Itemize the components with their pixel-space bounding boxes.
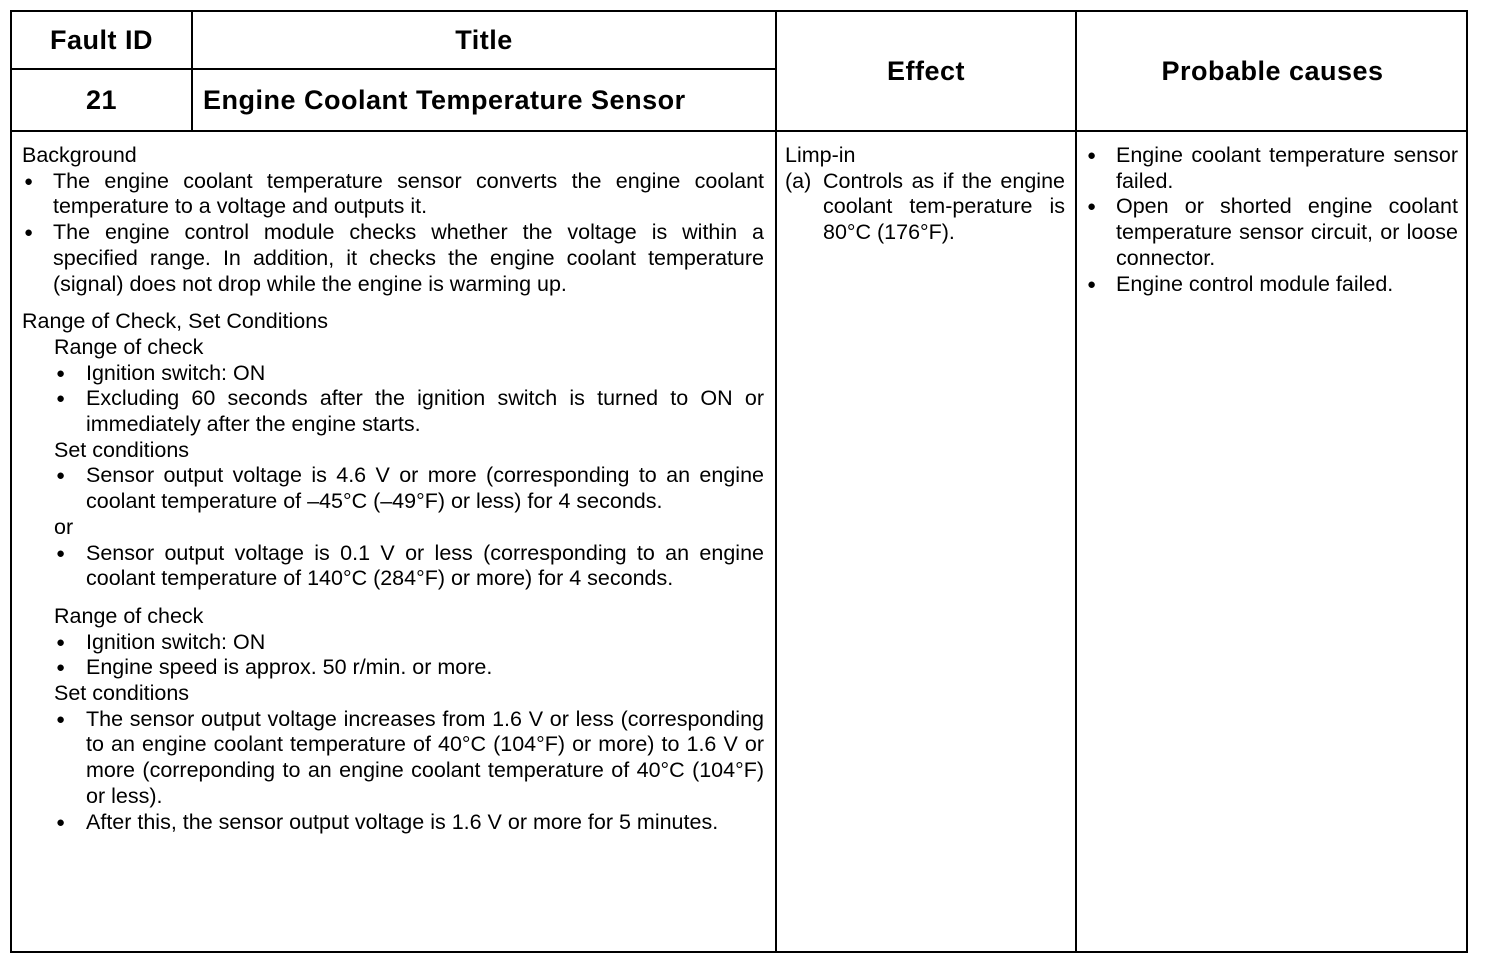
background-list [22, 169, 764, 298]
title-header: Title [455, 24, 513, 55]
range-item: ● Excluding 60 seconds after the ignition switch is turned to ON or immediately after the engine starts. [54, 386, 764, 437]
probable-causes-header: Probable causes [1161, 55, 1384, 86]
set-condition-item: ● Sensor output voltage is 4.6 V or more (corresponding to an engine coolant temperature of –45°C (–49°F) or less) for 4 seconds. [54, 463, 764, 514]
or-label: or [54, 514, 74, 539]
causes-cell [1085, 143, 1458, 297]
set-conditions-list [54, 707, 764, 836]
range-of-check-heading: Range of check [54, 334, 204, 359]
set-condition-item: ● After this, the sensor output voltage is 1.6 V or more for 5 minutes. [54, 810, 764, 836]
effect-item-text: Controls as if the engine coolant tem-perature is 80°C (176°F). [823, 168, 1065, 245]
range-list [54, 630, 764, 681]
range-of-check-heading: Range of check [54, 603, 204, 628]
effect-item [785, 169, 1065, 246]
range-check-heading: Range of Check, Set Conditions [22, 309, 328, 334]
divider-col-2 [775, 12, 777, 953]
effect-header: Effect [886, 55, 965, 86]
divider-col-3 [1075, 12, 1077, 953]
background-item: ● The engine control module checks whether the voltage is within a specified range. In addition, it checks the engine coolant temperature (signal) does not drop while the engine is warming up. [22, 220, 764, 297]
cause-item: ● Engine control module failed. [1085, 272, 1458, 298]
divider-header-bottom [12, 130, 1468, 132]
causes-list [1085, 143, 1458, 297]
cause-item: ● Open or shorted engine coolant temperature sensor circuit, or loose connector. [1085, 194, 1458, 271]
range-item: ● Ignition switch: ON [54, 630, 764, 656]
fault-id-header: Fault ID [50, 24, 153, 55]
set-condition-item: ● The sensor output voltage increases from 1.6 V or less (corresponding to an engine coolant temperature of 40°C (104°F) or more) to 1.6 V or more (correponding to an engine coolant temperature of 40°C (104°F) or less). [54, 707, 764, 810]
set-condition-item: ● Sensor output voltage is 0.1 V or less (corresponding to an engine coolant temperature of 140°C (284°F) or more) for 4 seconds. [54, 541, 764, 592]
set-conditions-heading: Set conditions [54, 681, 190, 706]
background-heading: Background [22, 143, 137, 167]
limp-in-heading: Limp-in [785, 143, 856, 167]
set-conditions-list [54, 541, 764, 592]
effect-item-label: (a) [785, 168, 812, 193]
background-item: ● The engine coolant temperature sensor converts the engine coolant temperature to a voltage and outputs it. [22, 169, 764, 220]
cause-item: ● Engine coolant temperature sensor failed. [1085, 143, 1458, 194]
range-block-1 [54, 335, 764, 592]
set-conditions-list [54, 463, 764, 514]
range-list [54, 361, 764, 438]
description-cell [22, 143, 764, 835]
effect-cell [785, 143, 1065, 246]
fault-table [10, 10, 1468, 953]
range-item: ● Engine speed is approx. 50 r/min. or more. [54, 655, 764, 681]
range-item: ● Ignition switch: ON [54, 361, 764, 387]
range-block-2 [54, 604, 764, 835]
set-conditions-heading: Set conditions [54, 437, 190, 462]
fault-id-value: 21 [85, 84, 118, 115]
title-value: Engine Coolant Temperature Sensor [203, 84, 686, 115]
